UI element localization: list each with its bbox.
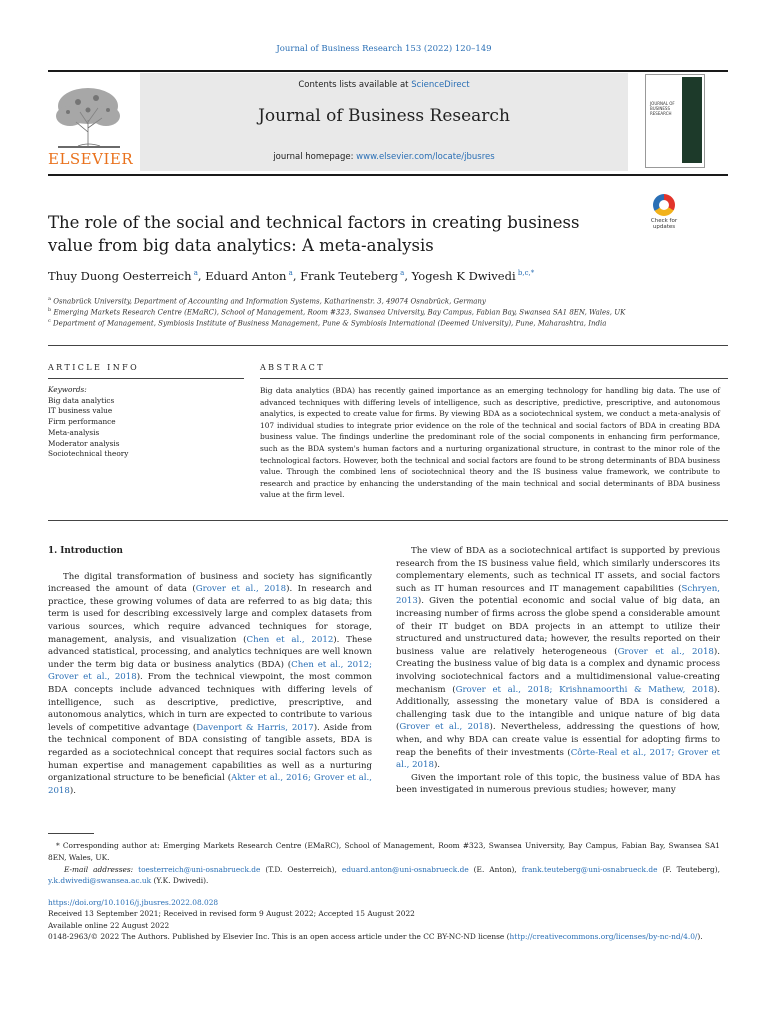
homepage-line [140, 152, 628, 162]
paragraph-text: ). [433, 760, 441, 771]
keyword: Big data analytics [48, 395, 115, 405]
keywords-label: Keywords: [48, 385, 87, 394]
body-column-right [396, 545, 720, 797]
header-rule-top [48, 70, 728, 72]
journal-citation[interactable] [0, 44, 768, 54]
abstract-text: Big data analytics (BDA) has recently gained importance as an emerging technology for handling big data. The use of advanced techniques with differing levels of intelligence, such as descriptive, predictive, prescriptive, and autonomous analytics, is expected to create value for firms. By viewing BDA as a sociotechnical system, we conduct a meta-analysis of 107 individual studies to integrate prior evidence on the role of the technical and social factors of BDA in creating BDA business value. The findings underline the predominant role of the social components in enhancing firm performance, such as the BDA system's human factors and a nurturing organizational structure, in contrast to the minor role of the technological factors. However, both the technical and social factors are found to be strong determinants of BDA business value. Through the combined lens of sociotechnical theory and the IS business value framework, we contribute to research and practice by enhancing the understanding of the main technical and social determinants of BDA business value at the firm level. [260, 386, 720, 500]
paragraph-text: ). Creating the business value of big data is a complex and dynamic process involving sociotechnical factors and a multidimensional value-creating mechanism ( [396, 646, 720, 695]
author-affiliation-marker[interactable]: a [397, 269, 405, 278]
citation-link[interactable]: Côrte-Real et al., 2017; Grover et al., 2018 [396, 747, 721, 771]
citation-link[interactable]: Davenport & Harris, 2017 [196, 722, 314, 733]
paragraph-text: ). Nevertheless, addressing the questions of how, when, and why BDA can create value is essential for adopting firms to reap the benefits of their investments ( [396, 722, 721, 758]
contents-prefix: Contents lists available at [298, 80, 412, 90]
abstract-heading: ABSTRACT [260, 363, 325, 372]
journal-citation-link[interactable]: Journal of Business Research 153 (2022) 120–149 [276, 44, 492, 54]
author-affiliation-marker[interactable]: b,c,* [515, 269, 535, 278]
email-owner: (Y.K. Dwivedi). [151, 876, 209, 886]
keyword: Sociotechnical theory [48, 449, 129, 459]
article-info-heading: ARTICLE INFO [48, 363, 140, 372]
email-addresses [48, 864, 720, 888]
body-column-left [48, 545, 372, 797]
journal-title: Journal of Business Research [258, 106, 510, 126]
check-updates-label: Check for updates [650, 218, 678, 230]
homepage-link[interactable]: www.elsevier.com/locate/jbusres [356, 152, 495, 162]
body-paragraph [396, 545, 720, 772]
paragraph-text: ). Aside from the technical component of BDA consisting of tangible assets, BDA is regarded as a sociotechnical concept that requires social factors such as human expertise and management capabilities as well as a nurturing organizational structure to be beneficial ( [48, 722, 372, 784]
license-statement [48, 931, 720, 942]
footnotes [48, 840, 720, 887]
author-name[interactable]: Eduard Anton [205, 269, 287, 283]
sciencedirect-link[interactable]: ScienceDirect [411, 80, 470, 90]
author-list: Thuy Duong Oesterreich $^a$, Eduard Anton $^a$, Frank Teuteberg $^a$, Yogesh K Dwivedi $^{b,c,*}$ [48, 269, 535, 283]
keyword: Moderator analysis [48, 438, 120, 448]
available-online: Available online 22 August 2022 [48, 920, 170, 930]
check-updates-icon [653, 194, 675, 216]
keywords-block [48, 385, 244, 460]
check-for-updates-button[interactable] [645, 194, 683, 230]
article-title: The role of the social and technical factors in creating business value from big data analytics: A meta-analysis [48, 213, 580, 255]
abstract-bottom-rule [48, 520, 728, 521]
email-link[interactable]: eduard.anton@uni-osnabrueck.de [341, 864, 469, 874]
article-meta [48, 897, 720, 943]
affiliation-c-text: Department of Management, Symbiosis Institute of Business Management, Pune & Symbiosis International (Deemed University), Pune, Maharashtra, India [53, 319, 607, 328]
paragraph-text: ). Additionally, assessing the monetary value of BDA is considered a challenging task due to the intangible and unique nature of big data ( [396, 684, 720, 733]
corresponding-text: Corresponding author at: Emerging Markets Research Centre (EMaRC), School of Management, Room #323, Swansea University, Bay Campus, Fabian Bay, Swansea SA1 8EN, Wales, UK. [48, 841, 720, 862]
paragraph-text: ). These advanced statistical, processing, and analytics techniques are well known under the term big data or business analytics (BDA) ( [48, 634, 373, 670]
license-suffix: ). [697, 932, 703, 942]
license-link[interactable]: http://creativecommons.org/licenses/by-nc-nd/4.0/ [509, 932, 698, 942]
paragraph-text: ). [69, 785, 76, 796]
license-prefix: 0148-2963/© 2022 The Authors. Published by Elsevier Inc. This is an open access article under the CC BY-NC-ND license ( [48, 932, 510, 942]
affiliation-b-text: Emerging Markets Research Centre (EMaRC), School of Management, Room #323, Swansea University, Bay Campus, Fabian Bay, Swansea SA1 8EN, Wales, UK [53, 308, 626, 317]
author-name[interactable]: Frank Teuteberg [300, 269, 398, 283]
author-name[interactable]: Yogesh K Dwivedi [411, 269, 516, 283]
email-owner: (T.D. Oesterreich), [260, 864, 342, 874]
affiliation-a-text: Osnabrück University, Department of Accounting and Information Systems, Katharinenstr. 3, 49074 Osnabrück, Germany [53, 297, 486, 306]
paragraph-text: ). Given the potential economic and social value of big data, an increasing number of firms across the globe spend a considerable amount of their IT budget on BDA projects in an attempt to utilize their structured and unstructured data; however, the results reported on their business value are relatively heterogeneous ( [396, 596, 720, 657]
keyword: Meta-analysis [48, 427, 100, 437]
cover-stripe [682, 77, 702, 163]
author-affiliation-marker[interactable]: a [191, 269, 198, 278]
body-paragraph [48, 571, 372, 798]
keyword: IT business value [48, 406, 113, 416]
affiliation-c [48, 318, 728, 327]
corresponding-marker: * [56, 841, 60, 850]
paragraph-text: ). In research and practice, these growing volumes of data are referred to as big data; this term is used for describing excessively large and complex datasets from various sources, which require advanced techniques for storage, management, analysis, and visualization ( [48, 584, 372, 645]
email-owner: (F. Teuteberg), [657, 864, 720, 874]
citation-link[interactable]: Schryen, 2013 [396, 583, 720, 607]
affiliation-a-marker: a [48, 296, 51, 302]
abstract-rule [260, 378, 728, 379]
paragraph-text: Given the important role of this topic, the business value of BDA has been investigated in numerous previous studies; however, many [396, 772, 720, 796]
paragraph-text: The view of BDA as a sociotechnical artifact is supported by previous research from the IS business value field, which similarly underscores its complementary elements, such as technical IT assets, and social factors such as IT human resources and IT management capabilities ( [396, 546, 720, 594]
header-rule-bottom [48, 174, 728, 176]
citation-link[interactable]: Grover et al., 2018; Krishnamoorthi & Mathew, 2018 [455, 684, 714, 695]
citation-link[interactable]: Chen et al., 2012; Grover et al., 2018 [48, 659, 372, 683]
homepage-prefix: journal homepage: [273, 152, 357, 162]
email-label: E-mail addresses: [64, 864, 134, 874]
paragraph-text: The digital transformation of business and society has significantly increased the amount of data ( [48, 571, 372, 595]
section-heading-introduction: 1. Introduction [48, 546, 123, 556]
corresponding-author-note [48, 840, 720, 864]
citation-link[interactable]: Grover et al., 2018 [399, 722, 490, 733]
email-link[interactable]: toesterreich@uni-osnabrueck.de [138, 864, 261, 874]
cover-title: JOURNAL OF BUSINESS RESEARCH [650, 101, 675, 116]
section-divider [48, 345, 728, 346]
received-dates: Received 13 September 2021; Received in revised form 9 August 2022; Accepted 15 August 2022 [48, 909, 415, 919]
affiliation-b-marker: b [48, 307, 52, 313]
email-owner: (E. Anton), [468, 864, 522, 874]
citation-link[interactable]: Akter et al., 2016; Grover et al., 2018 [48, 773, 372, 796]
email-link[interactable]: frank.teuteberg@uni-osnabrueck.de [521, 864, 658, 874]
body-paragraph [396, 772, 720, 797]
article-info-rule [48, 378, 244, 379]
citation-link[interactable]: Grover et al., 2018 [195, 584, 287, 595]
affiliation-b [48, 307, 728, 316]
keyword: Firm performance [48, 417, 116, 427]
affiliation-a [48, 296, 728, 305]
elsevier-wordmark: ELSEVIER [48, 150, 134, 168]
paragraph-text: ). From the technical viewpoint, the most common BDA concepts include advanced techniques with differing levels of intelligence, such as descriptive, predictive, prescriptive, and autonomous analytics, which in turn are expected to contribute to various levels of competitive advantage ( [48, 672, 372, 733]
footnote-rule [48, 833, 94, 834]
doi-link[interactable]: https://doi.org/10.1016/j.jbusres.2022.08.028 [48, 898, 219, 907]
email-link[interactable]: y.k.dwivedi@swansea.ac.uk [48, 876, 152, 886]
citation-link[interactable]: Chen et al., 2012 [246, 634, 334, 645]
left-paragraphs [48, 571, 372, 798]
author-affiliation-marker[interactable]: a [286, 269, 293, 278]
author-name[interactable]: Thuy Duong Oesterreich [48, 269, 192, 283]
journal-cover-thumbnail[interactable] [645, 74, 705, 168]
contents-line [140, 80, 628, 90]
affiliation-c-marker: c [48, 318, 51, 324]
citation-link[interactable]: Grover et al., 2018 [617, 646, 714, 657]
right-paragraphs [396, 545, 720, 797]
